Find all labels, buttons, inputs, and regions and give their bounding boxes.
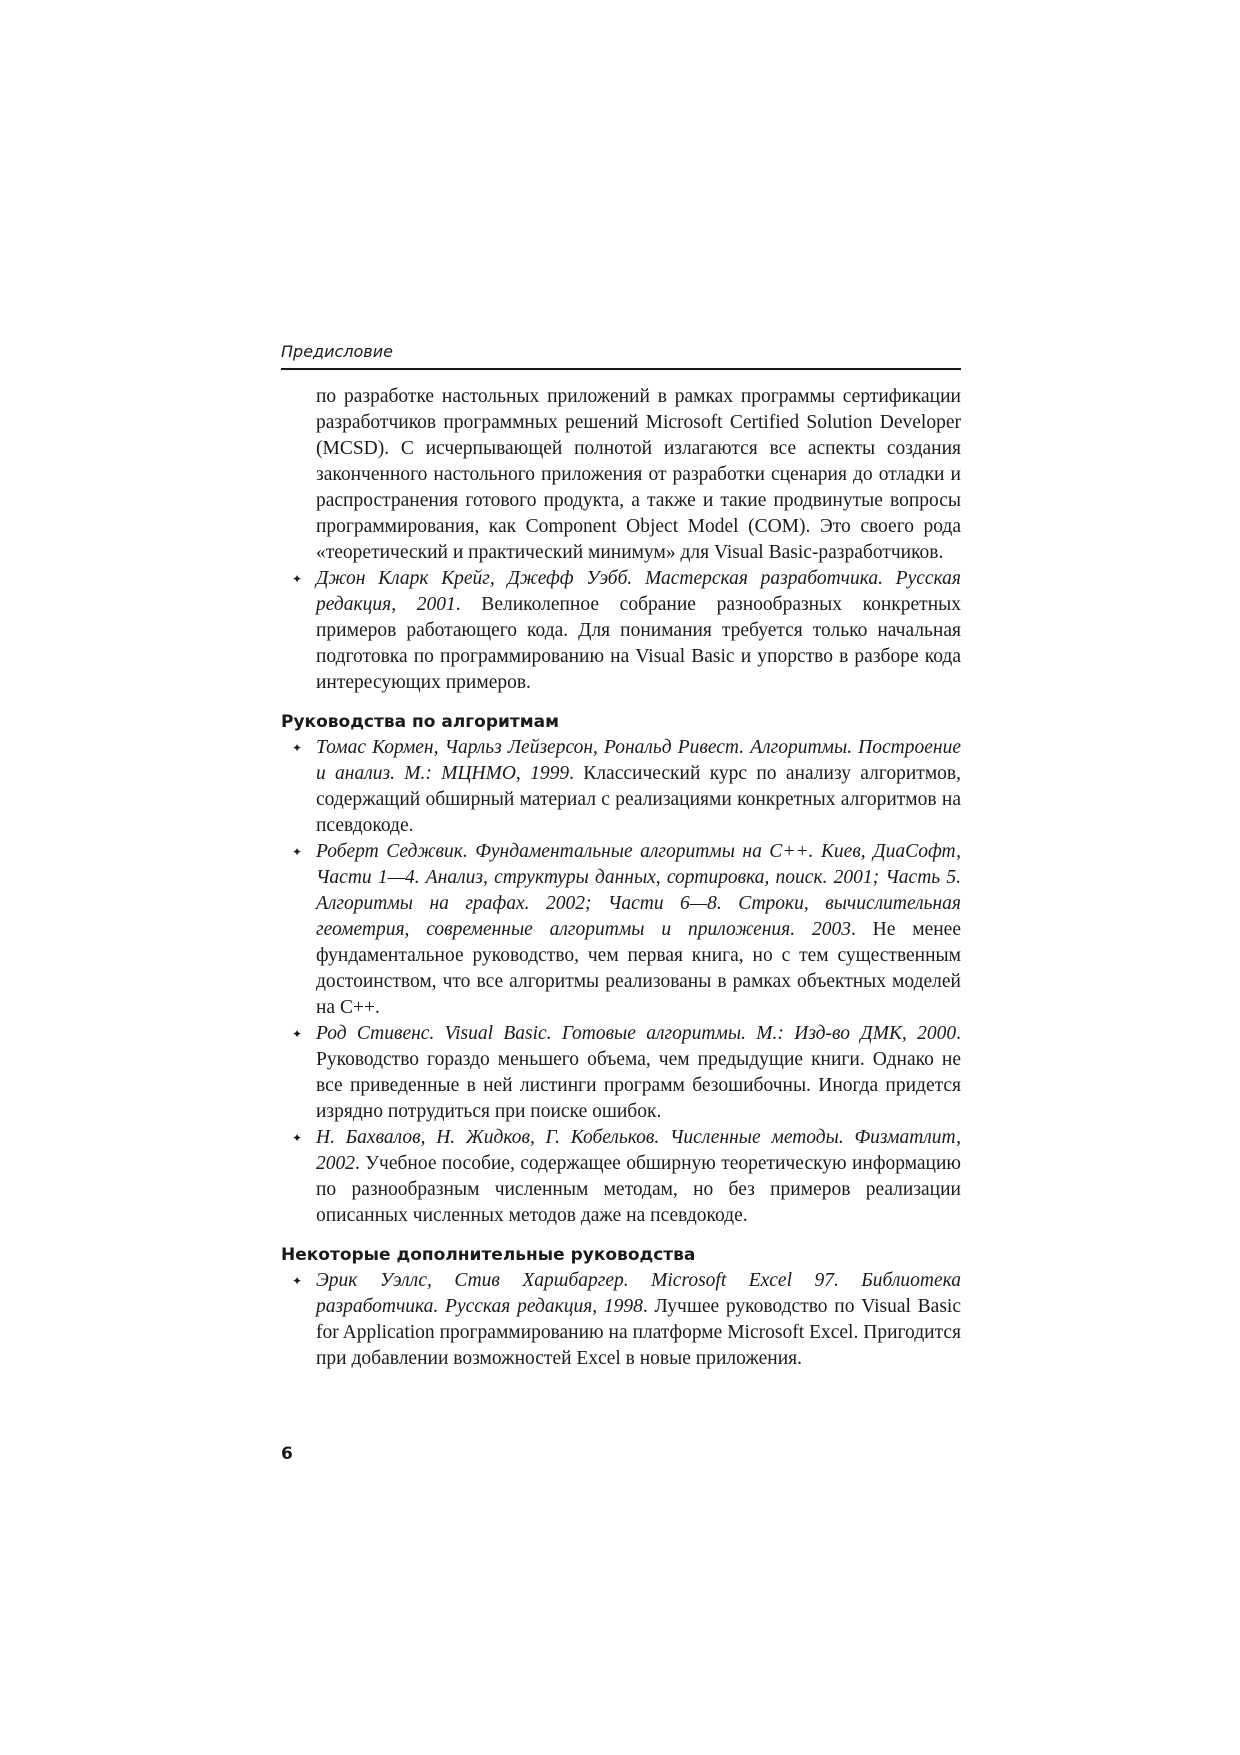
- bullet-icon: ✦: [292, 1274, 303, 1288]
- reference-citation: Род Стивенс. Visual Basic. Готовые алгоритмы. М.: Изд-во ДМК, 2000: [316, 1023, 957, 1044]
- reference-citation: Н. Бахвалов, Н. Жидков, Г. Кобельков. Численные методы. Физматлит, 2002: [316, 1127, 961, 1174]
- reference-citation: Роберт Седжвик. Фундаментальные алгоритмы на C++. Киев, ДиаСофт, Части 1—4. Анализ, структуры данных, сортировка, поиск. 2001; Часть 5. Алгоритмы на графах. 2002; Части 6—8. Строки, вычислительная геометрия, современные алгоритмы и приложения. 2003: [316, 841, 961, 940]
- reference-description: . Руководство гораздо меньшего объема, чем предыдущие книги. Однако не все приведенные в ней листинги программ безошибочны. Иногда придется изрядно потрудиться при поиске ошибок.: [316, 1023, 961, 1122]
- intro-list: [281, 566, 961, 696]
- reference-description: . Великолепное собрание разнообразных конкретных примеров работающего кода. Для понимания требуется только начальная подготовка по программированию на Visual Basic и упорство в разборе кода интересующих примеров.: [316, 594, 961, 693]
- bullet-icon: ✦: [292, 845, 303, 859]
- list-item: [281, 1021, 961, 1125]
- bullet-icon: ✦: [292, 741, 303, 755]
- list-item: [281, 566, 961, 696]
- page-number: 6: [281, 1444, 293, 1464]
- list-item: [281, 1268, 961, 1372]
- reference-description: . Лучшее руководство по Visual Basic for Application программированию на платформе Microsoft Excel. Пригодится при добавлении возможностей Excel в новые приложения.: [316, 1296, 961, 1369]
- reference-description: . Учебное пособие, содержащее обширную теоретическую информацию по разнообразным численным методам, но без примеров реализации описанных численных методов даже на псевдокоде.: [316, 1153, 961, 1226]
- bullet-icon: ✦: [292, 1027, 303, 1041]
- reference-description: . Не менее фундаментальное руководство, чем первая книга, но с тем существенным достоинством, что все алгоритмы реализованы в рамках объектных моделей на C++.: [316, 919, 961, 1018]
- additional-list: [281, 1268, 961, 1372]
- reference-citation: Джон Кларк Крейг, Джефф Уэбб. Мастерская разработчика. Русская редакция, 2001: [316, 568, 961, 615]
- list-item: [281, 839, 961, 1021]
- reference-citation: Эрик Уэллс, Стив Харшбаргер. Microsoft Excel 97. Библиотека разработчика. Русская редакция, 1998: [316, 1270, 961, 1317]
- reference-description: . Классический курс по анализу алгоритмов, содержащий обширный материал с реализациями конкретных алгоритмов на псевдокоде.: [316, 763, 961, 836]
- list-item: [281, 735, 961, 839]
- list-item: [281, 1125, 961, 1229]
- continuation-paragraph: по разработке настольных приложений в рамках программы сертификации разработчиков программных решений Microsoft Certified Solution Developer (MCSD). С исчерпывающей полнотой излагаются все аспекты создания законченного настольного приложения от разработки сценария до отладки и распространения готового продукта, а также и такие продвинутые вопросы программирования, как Component Object Model (COM). Это своего рода «теоретический и практический минимум» для Visual Basic-разработчиков.: [316, 386, 961, 563]
- bullet-icon: ✦: [292, 1131, 303, 1145]
- section-heading-algorithms: Руководства по алгоритмам: [281, 712, 560, 732]
- running-head: Предисловие: [281, 342, 393, 361]
- reference-citation: Томас Кормен, Чарльз Лейзерсон, Рональд Ривест. Алгоритмы. Построение и анализ. М.: МЦНМО, 1999: [316, 737, 961, 784]
- page-body: [281, 384, 961, 1372]
- bullet-icon: ✦: [292, 572, 303, 586]
- section-heading-additional: Некоторые дополнительные руководства: [281, 1245, 696, 1265]
- header-rule: [281, 368, 961, 370]
- algorithms-list: [281, 735, 961, 1229]
